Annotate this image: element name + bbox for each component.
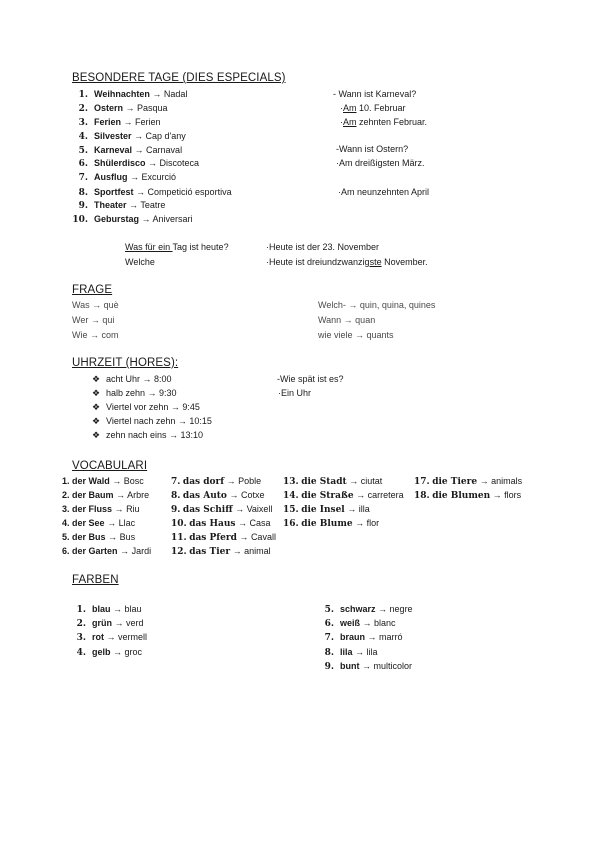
- frage-left-3: Wie → com: [72, 330, 119, 340]
- german-word: Karneval: [94, 145, 133, 155]
- farben-item: [68, 632, 147, 643]
- frage-right-3: wie viele → quants: [318, 330, 394, 340]
- vocab-item: [62, 518, 135, 528]
- vocab-catalan: Cotxe: [240, 490, 265, 500]
- catalan-word: Competició esportiva: [147, 187, 232, 197]
- vocab-german: der Garten: [72, 546, 118, 556]
- german-word: Ostern: [94, 103, 124, 113]
- vocab-german: der Bus: [72, 532, 106, 542]
- catalan-word: Ferien: [135, 117, 161, 127]
- besondere-item: [70, 158, 199, 169]
- arrow: →: [477, 476, 492, 486]
- besondere-item: [70, 89, 187, 100]
- vocab-german: der Fluss: [72, 504, 113, 514]
- answer-ostern: ·Am dreißigsten März.: [336, 158, 425, 168]
- catalan-word: Nadal: [163, 89, 188, 99]
- bullet-dot: ·: [340, 103, 343, 113]
- farben-catalan: negre: [389, 604, 413, 614]
- german-word: Sportfest: [94, 187, 134, 197]
- vocab-catalan: Llac: [118, 518, 136, 528]
- was-fuer-ein: Was für ein: [125, 242, 173, 252]
- arrow: →: [117, 546, 132, 556]
- farben-number: 8.: [324, 648, 334, 658]
- farben-catalan: vermell: [118, 632, 148, 642]
- vocab-number: 2.: [62, 490, 70, 500]
- vocab-item: [62, 490, 149, 500]
- farben-german: grün: [92, 618, 112, 628]
- catalan-word: Carnaval: [146, 145, 183, 155]
- vocab-item: [62, 532, 135, 542]
- vocab-catalan: Poble: [238, 476, 262, 486]
- farben-german: bunt: [340, 661, 360, 671]
- arrow: →: [236, 532, 251, 542]
- arrow: →: [104, 518, 119, 528]
- vocab-item: [414, 476, 522, 487]
- vocab-german: die Straße: [301, 491, 354, 501]
- arrow: →: [133, 187, 148, 197]
- diamond-bullet-icon: ❖: [92, 374, 101, 384]
- item-number: 7.: [78, 173, 88, 183]
- vocab-catalan: animals: [491, 476, 523, 486]
- frage-left-1: Was → què: [72, 300, 119, 310]
- farben-number: 1.: [76, 605, 86, 615]
- question-ostern: -Wann ist Ostern?: [336, 144, 409, 154]
- uhrzeit-text: zehn nach eins → 13:10: [106, 430, 204, 440]
- am-underlined: Am: [343, 103, 357, 113]
- farben-number: 3.: [76, 633, 86, 643]
- arrow: →: [109, 476, 124, 486]
- catalan-word: Discoteca: [159, 158, 200, 168]
- arrow: →: [353, 490, 368, 500]
- farben-number: 9.: [324, 662, 334, 672]
- vocab-german: das Tier: [189, 547, 231, 557]
- vocab-catalan: Jardi: [131, 546, 152, 556]
- arrow: →: [112, 504, 127, 514]
- besondere-item: [70, 214, 193, 225]
- vocab-german: die Tiere: [432, 477, 478, 487]
- vocab-number: 4.: [62, 518, 70, 528]
- arrow: →: [145, 158, 160, 168]
- vocab-catalan: flors: [504, 490, 522, 500]
- farben-catalan: blanc: [374, 618, 396, 628]
- arrow: →: [235, 518, 250, 528]
- farben-german: schwarz: [340, 604, 376, 614]
- farben-number: 7.: [324, 633, 334, 643]
- answer-post: November.: [381, 257, 428, 267]
- farben-catalan: verd: [126, 618, 144, 628]
- vocab-number: 17.: [414, 477, 430, 487]
- farben-german: braun: [340, 632, 366, 642]
- arrow: →: [352, 518, 367, 528]
- german-word: Silvester: [94, 131, 132, 141]
- vocab-number: 13.: [283, 477, 299, 487]
- vocab-german: das Haus: [189, 519, 236, 529]
- item-number: 2.: [78, 104, 88, 114]
- example-question: [125, 242, 229, 252]
- uhrzeit-text: acht Uhr → 8:00: [106, 374, 172, 384]
- vocab-item: [171, 532, 276, 543]
- farben-number: 4.: [76, 648, 86, 658]
- frage-right-2: Wann → quan: [318, 315, 376, 325]
- frage-right-1: Welch- → quin, quina, quines: [318, 300, 436, 310]
- uhrzeit-text: halb zehn → 9:30: [106, 388, 177, 398]
- catalan-word: Aniversari: [152, 214, 193, 224]
- arrow: →: [126, 200, 141, 210]
- vocab-catalan: flor: [366, 518, 380, 528]
- vocab-item: [283, 504, 370, 515]
- diamond-bullet-icon: ❖: [92, 430, 101, 440]
- vocab-german: die Blumen: [432, 491, 491, 501]
- farben-item: [316, 618, 396, 629]
- catalan-word: Pasqua: [137, 103, 168, 113]
- arrow: →: [139, 214, 153, 224]
- farben-item: [68, 618, 144, 629]
- german-word: Ferien: [94, 117, 122, 127]
- uhrzeit-item: [92, 402, 200, 413]
- arrow: →: [365, 632, 380, 642]
- arrow: →: [359, 661, 374, 671]
- besondere-item: [70, 131, 186, 142]
- answer-april: ·Am neunzehnten April: [338, 187, 430, 197]
- frage-left-2: Wer → qui: [72, 315, 115, 325]
- besondere-item: [70, 200, 165, 211]
- vocab-catalan: illa: [358, 504, 370, 514]
- farben-number: 5.: [324, 605, 334, 615]
- vocab-number: 1.: [62, 476, 70, 486]
- arrow: →: [352, 647, 367, 657]
- vocab-number: 15.: [283, 505, 299, 515]
- farben-german: blau: [92, 604, 111, 614]
- uhrzeit-answer: ·Ein Uhr: [278, 388, 312, 398]
- vocab-item: [283, 518, 379, 529]
- arrow: →: [110, 604, 125, 614]
- arrow: →: [226, 490, 241, 500]
- vocab-number: 18.: [414, 491, 430, 501]
- arrow: →: [490, 490, 505, 500]
- vocab-number: 7.: [171, 477, 181, 487]
- arrow: →: [104, 632, 119, 642]
- farben-german: weiß: [340, 618, 361, 628]
- vocab-catalan: Casa: [249, 518, 271, 528]
- farben-german: rot: [92, 632, 104, 642]
- farben-item: [68, 604, 142, 615]
- item-number: 9.: [78, 201, 88, 211]
- vocab-item: [171, 490, 264, 501]
- besondere-item: [70, 103, 168, 114]
- vocab-catalan: animal: [244, 546, 271, 556]
- answer-text: 10. Februar: [356, 103, 406, 113]
- farben-german: gelb: [92, 647, 111, 657]
- vocab-catalan: Arbre: [127, 490, 150, 500]
- vocab-catalan: carretera: [367, 490, 404, 500]
- vocab-catalan: Bus: [119, 532, 136, 542]
- arrow: →: [110, 647, 125, 657]
- vocab-german: der Baum: [72, 490, 114, 500]
- uhrzeit-item: [92, 430, 203, 441]
- farben-number: 6.: [324, 619, 334, 629]
- arrow: →: [121, 117, 136, 127]
- farben-item: [316, 661, 412, 672]
- arrow: →: [127, 172, 142, 182]
- item-number: 1.: [78, 90, 88, 100]
- german-word: Geburstag: [94, 214, 140, 224]
- uhrzeit-item: [92, 374, 172, 385]
- ste-underlined: ste: [369, 257, 382, 267]
- answer-karneval-1: [340, 103, 406, 113]
- german-word: Theater: [94, 200, 127, 210]
- besondere-item: [70, 172, 176, 183]
- vocab-catalan: Vaixell: [246, 504, 273, 514]
- vocab-catalan: ciutat: [360, 476, 383, 486]
- arrow: →: [224, 476, 239, 486]
- item-number: 8.: [78, 188, 88, 198]
- besondere-item: [70, 187, 232, 198]
- uhrzeit-text: Viertel vor zehn → 9:45: [106, 402, 200, 412]
- arrow: →: [360, 618, 375, 628]
- uhrzeit-item: [92, 416, 212, 427]
- arrow: →: [113, 490, 128, 500]
- uhrzeit-question: -Wie spät ist es?: [277, 374, 344, 384]
- besondere-item: [70, 145, 182, 156]
- vocab-number: 9.: [171, 505, 181, 515]
- farben-catalan: groc: [124, 647, 143, 657]
- diamond-bullet-icon: ❖: [92, 388, 101, 398]
- item-number: 4.: [78, 132, 88, 142]
- vocab-item: [283, 490, 404, 501]
- vocab-german: das Schiff: [182, 505, 233, 515]
- catalan-word: Cap d'any: [145, 131, 186, 141]
- besondere-item: [70, 117, 161, 128]
- answer-karneval-2: [340, 117, 427, 127]
- vocab-item: [62, 476, 144, 486]
- vocab-number: 8.: [171, 491, 181, 501]
- arrow: →: [230, 546, 245, 556]
- vocab-item: [283, 476, 382, 487]
- diamond-bullet-icon: ❖: [92, 416, 101, 426]
- german-word: Ausflug: [94, 172, 128, 182]
- farben-item: [316, 647, 378, 658]
- farben-item: [316, 604, 413, 615]
- farben-catalan: multicolor: [373, 661, 413, 671]
- vocab-item: [171, 504, 272, 515]
- vocab-item: [171, 518, 271, 529]
- vocab-german: der Wald: [72, 476, 110, 486]
- arrow: →: [375, 604, 390, 614]
- vocab-catalan: Cavall: [250, 532, 276, 542]
- farben-german: lila: [340, 647, 353, 657]
- vocab-german: die Blume: [301, 519, 353, 529]
- vocab-number: 11.: [171, 533, 187, 543]
- vocab-number: 6.: [62, 546, 70, 556]
- vocab-number: 12.: [171, 547, 187, 557]
- example-answer-2: [266, 257, 428, 267]
- question-rest: Tag ist heute?: [172, 242, 229, 252]
- vocab-number: 14.: [283, 491, 299, 501]
- farben-catalan: blau: [124, 604, 142, 614]
- answer-pre: ·Heute ist dreiundzwanzig: [266, 257, 370, 267]
- question-karneval: - Wann ist Karneval?: [333, 89, 417, 99]
- farben-item: [68, 647, 142, 658]
- arrow: →: [346, 476, 361, 486]
- arrow: →: [123, 103, 138, 113]
- am-underlined: Am: [343, 117, 357, 127]
- section-title-farben: FARBEN: [72, 574, 119, 586]
- vocab-number: 3.: [62, 504, 70, 514]
- uhrzeit-text: Viertel nach zehn → 10:15: [106, 416, 212, 426]
- catalan-word: Excurció: [141, 172, 177, 182]
- farben-item: [316, 632, 403, 643]
- vocab-item: [414, 490, 521, 501]
- item-number: 6.: [78, 159, 88, 169]
- vocab-item: [62, 504, 140, 514]
- catalan-word: Teatre: [140, 200, 166, 210]
- example-alt: Welche: [125, 257, 155, 267]
- vocab-number: 16.: [283, 519, 299, 529]
- bullet-dot: ·: [340, 117, 343, 127]
- vocab-number: 5.: [62, 532, 70, 542]
- item-number: 5.: [78, 146, 88, 156]
- arrow: →: [232, 504, 247, 514]
- farben-catalan: lila: [366, 647, 378, 657]
- section-title-uhrzeit: UHRZEIT (HORES):: [72, 357, 179, 369]
- section-title-besondere: BESONDERE TAGE (DIES ESPECIALS): [72, 72, 286, 84]
- example-answer-1: ·Heute ist der 23. November: [266, 242, 380, 252]
- vocab-german: das Auto: [182, 491, 227, 501]
- arrow: →: [132, 145, 147, 155]
- farben-catalan: marró: [379, 632, 403, 642]
- item-number: 10.: [72, 215, 88, 225]
- section-title-frage: FRAGE: [72, 284, 113, 296]
- vocab-german: die Stadt: [301, 477, 347, 487]
- arrow: →: [105, 532, 120, 542]
- item-number: 3.: [78, 118, 88, 128]
- arrow: →: [344, 504, 359, 514]
- vocab-german: die Insel: [301, 505, 345, 515]
- uhrzeit-item: [92, 388, 177, 399]
- section-title-vocabulari: VOCABULARI: [72, 460, 148, 472]
- vocab-number: 10.: [171, 519, 187, 529]
- german-word: Shülerdisco: [94, 158, 146, 168]
- farben-number: 2.: [76, 619, 86, 629]
- arrow: →: [131, 131, 146, 141]
- vocab-german: das Pferd: [189, 533, 237, 543]
- german-word: Weihnachten: [94, 89, 150, 99]
- vocab-catalan: Riu: [126, 504, 140, 514]
- answer-text: zehnten Februar.: [356, 117, 428, 127]
- vocab-catalan: Bosc: [123, 476, 144, 486]
- vocab-item: [171, 476, 261, 487]
- diamond-bullet-icon: ❖: [92, 402, 101, 412]
- arrow: →: [112, 618, 127, 628]
- vocab-german: der See: [72, 518, 105, 528]
- arrow: →: [149, 89, 164, 99]
- vocab-german: das dorf: [182, 477, 225, 487]
- vocab-item: [62, 546, 151, 556]
- vocab-item: [171, 546, 271, 557]
